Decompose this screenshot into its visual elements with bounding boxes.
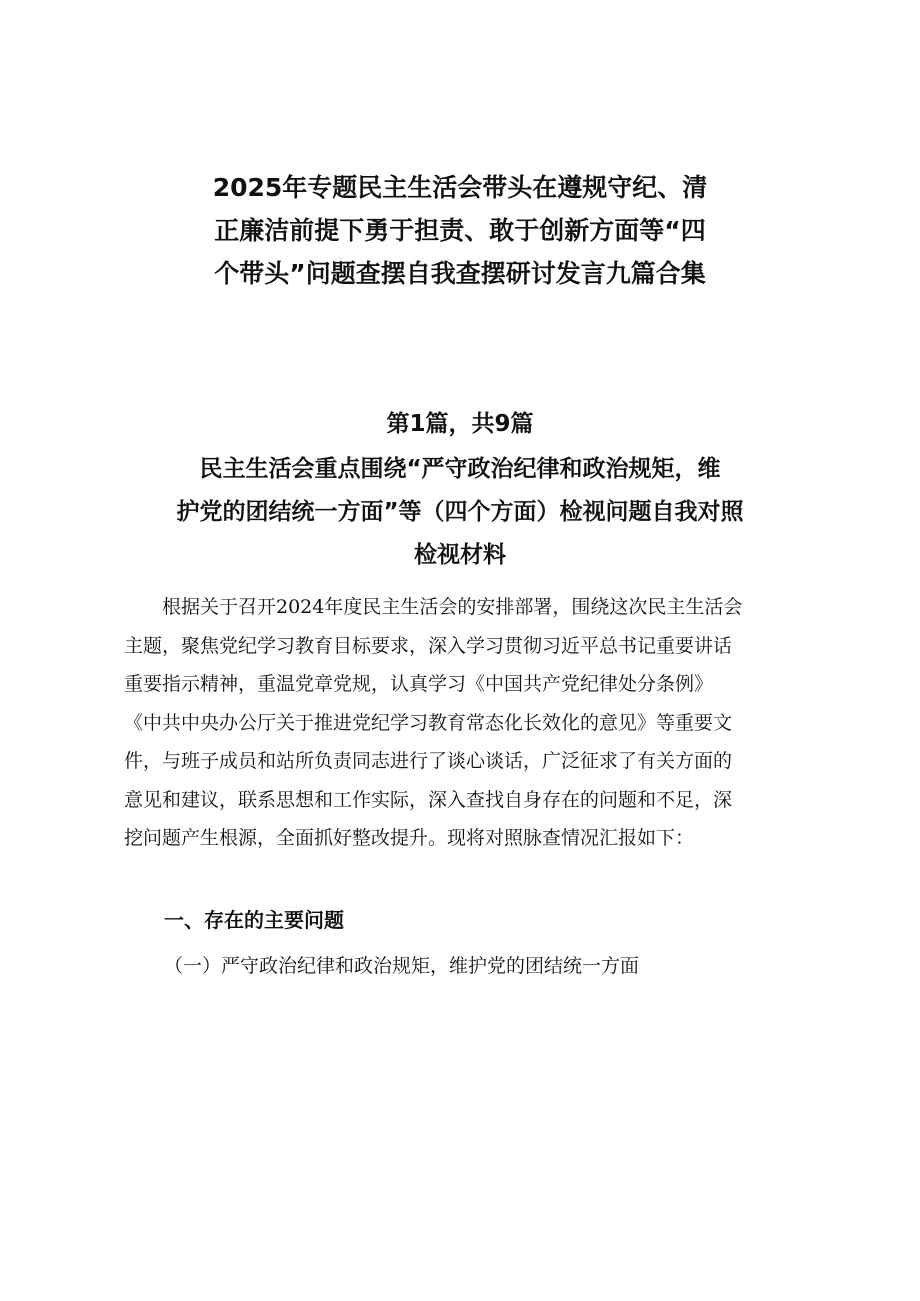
title-line: 个带头”问题查摆自我查摆研讨发言九篇合集	[214, 259, 706, 288]
body-line: 《中共中央办公厅关于推进党纪学习教育常态化长效化的意见》等重要文	[124, 711, 733, 734]
title-line: 2025年专题民主生活会带头在遵规守纪、清	[212, 173, 708, 202]
part-title-line: 护党的团结统一方面”等（四个方面）检视问题自我对照	[176, 499, 744, 525]
body-line: 挖问题产生根源，全面抓好整改提升。现将对照脉查情况汇报如下：	[124, 827, 695, 849]
body-line: 主题，聚焦党纪学习教育目标要求，深入学习贯彻习近平总书记重要讲话	[124, 634, 733, 657]
title-line: 正廉洁前提下勇于担责、敢于创新方面等“四	[214, 216, 706, 245]
body-line: 重要指示精神，重温党章党规，认真学习《中国共产党纪律处分条例》	[124, 673, 714, 695]
body-paragraph	[124, 588, 810, 858]
body-line: 意见和建议，联系思想和工作实际，深入查找自身存在的问题和不足，深	[124, 788, 733, 811]
body-line: 件，与班子成员和站所负责同志进行了谈心谈话，广泛征求了有关方面的	[124, 750, 733, 772]
part-title-line: 民主生活会重点围绕“严守政治纪律和政治规矩，维	[199, 456, 721, 482]
document-title	[160, 166, 760, 295]
part-label: 第1篇，共9篇	[386, 411, 534, 437]
body-line: 根据关于召开2024年度民主生活会的安排部署，围绕这次民主生活会	[162, 596, 743, 618]
part-title	[140, 448, 780, 577]
section-heading: 一、存在的主要问题	[164, 908, 344, 932]
sub-heading: （一）严守政治纪律和政治规矩，维护党的团结统一方面	[164, 955, 640, 977]
part-title-line: 检视材料	[414, 542, 506, 568]
